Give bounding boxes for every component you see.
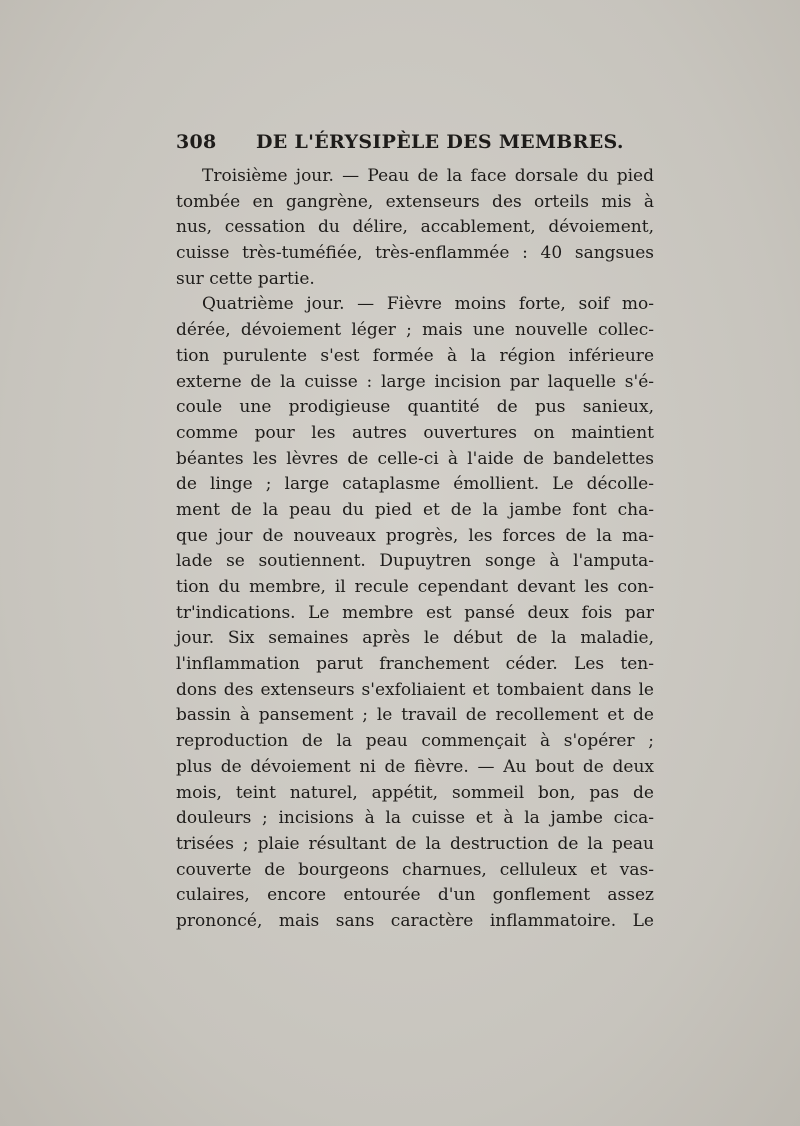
text-line: tr'indications. Le membre est pansé deux fois par: [176, 602, 654, 623]
text-line: Troisième jour. — Peau de la face dorsale du pied: [202, 166, 654, 186]
text-line: dons des extenseurs s'exfoliaient et tombaient dans le: [176, 679, 654, 700]
running-title: DE L'ÉRYSIPÈLE DES MEMBRES.: [256, 131, 624, 153]
text-line: l'inflammation parut franchement céder. Les ten-: [176, 654, 654, 675]
text-line: prononcé, mais sans caractère inflammatoire. Le: [176, 910, 654, 931]
text-line: culaires, encore entourée d'un gonflement assez: [176, 885, 654, 906]
text-line: couverte de bourgeons charnues, celluleux et vas-: [176, 859, 654, 880]
text-line: lade se soutiennent. Dupuytren songe à l'amputa-: [176, 551, 654, 572]
text-line: mois, teint naturel, appétit, sommeil bon, pas de: [176, 782, 654, 803]
text-line: trisées ; plaie résultant de la destruction de la peau: [176, 833, 654, 854]
text-line: ment de la peau du pied et de la jambe font cha-: [176, 499, 654, 520]
body-text: [176, 164, 654, 935]
page-header: [176, 131, 656, 153]
text-line: douleurs ; incisions à la cuisse et à la jambe cica-: [176, 808, 654, 829]
text-line: cuisse très-tuméfiée, très-enflammée : 40 sangsues: [176, 243, 654, 264]
text-line: Quatrième jour. — Fièvre moins forte, soif mo-: [202, 294, 654, 315]
text-line: reproduction de la peau commençait à s'opérer ;: [176, 731, 654, 752]
page-number: 308: [176, 131, 217, 153]
text-line: sur cette partie.: [176, 268, 315, 289]
text-line: comme pour les autres ouvertures on maintient: [176, 422, 654, 443]
text-line: dérée, dévoiement léger ; mais une nouvelle collec-: [176, 320, 654, 341]
text-line: tion purulente s'est formée à la région inférieure: [176, 345, 654, 366]
text-line: tombée en gangrène, extenseurs des orteils mis à: [176, 191, 654, 212]
text-line: nus, cessation du délire, accablement, dévoiement,: [176, 217, 654, 238]
text-line: bassin à pansement ; le travail de recollement et de: [176, 705, 654, 726]
text-line: plus de dévoiement ni de fièvre. — Au bout de deux: [176, 756, 654, 777]
text-line: tion du membre, il recule cependant devant les con-: [176, 577, 654, 597]
text-line: externe de la cuisse : large incision par laquelle s'é-: [176, 371, 654, 392]
text-line: jour. Six semaines après le début de la maladie,: [176, 628, 654, 649]
text-line: béantes les lèvres de celle-ci à l'aide de bandelettes: [176, 448, 654, 469]
text-line: de linge ; large cataplasme émollient. Le décolle-: [176, 474, 654, 495]
text-line: que jour de nouveaux progrès, les forces de la ma-: [176, 525, 654, 546]
text-line: coule une prodigieuse quantité de pus sanieux,: [176, 397, 654, 418]
